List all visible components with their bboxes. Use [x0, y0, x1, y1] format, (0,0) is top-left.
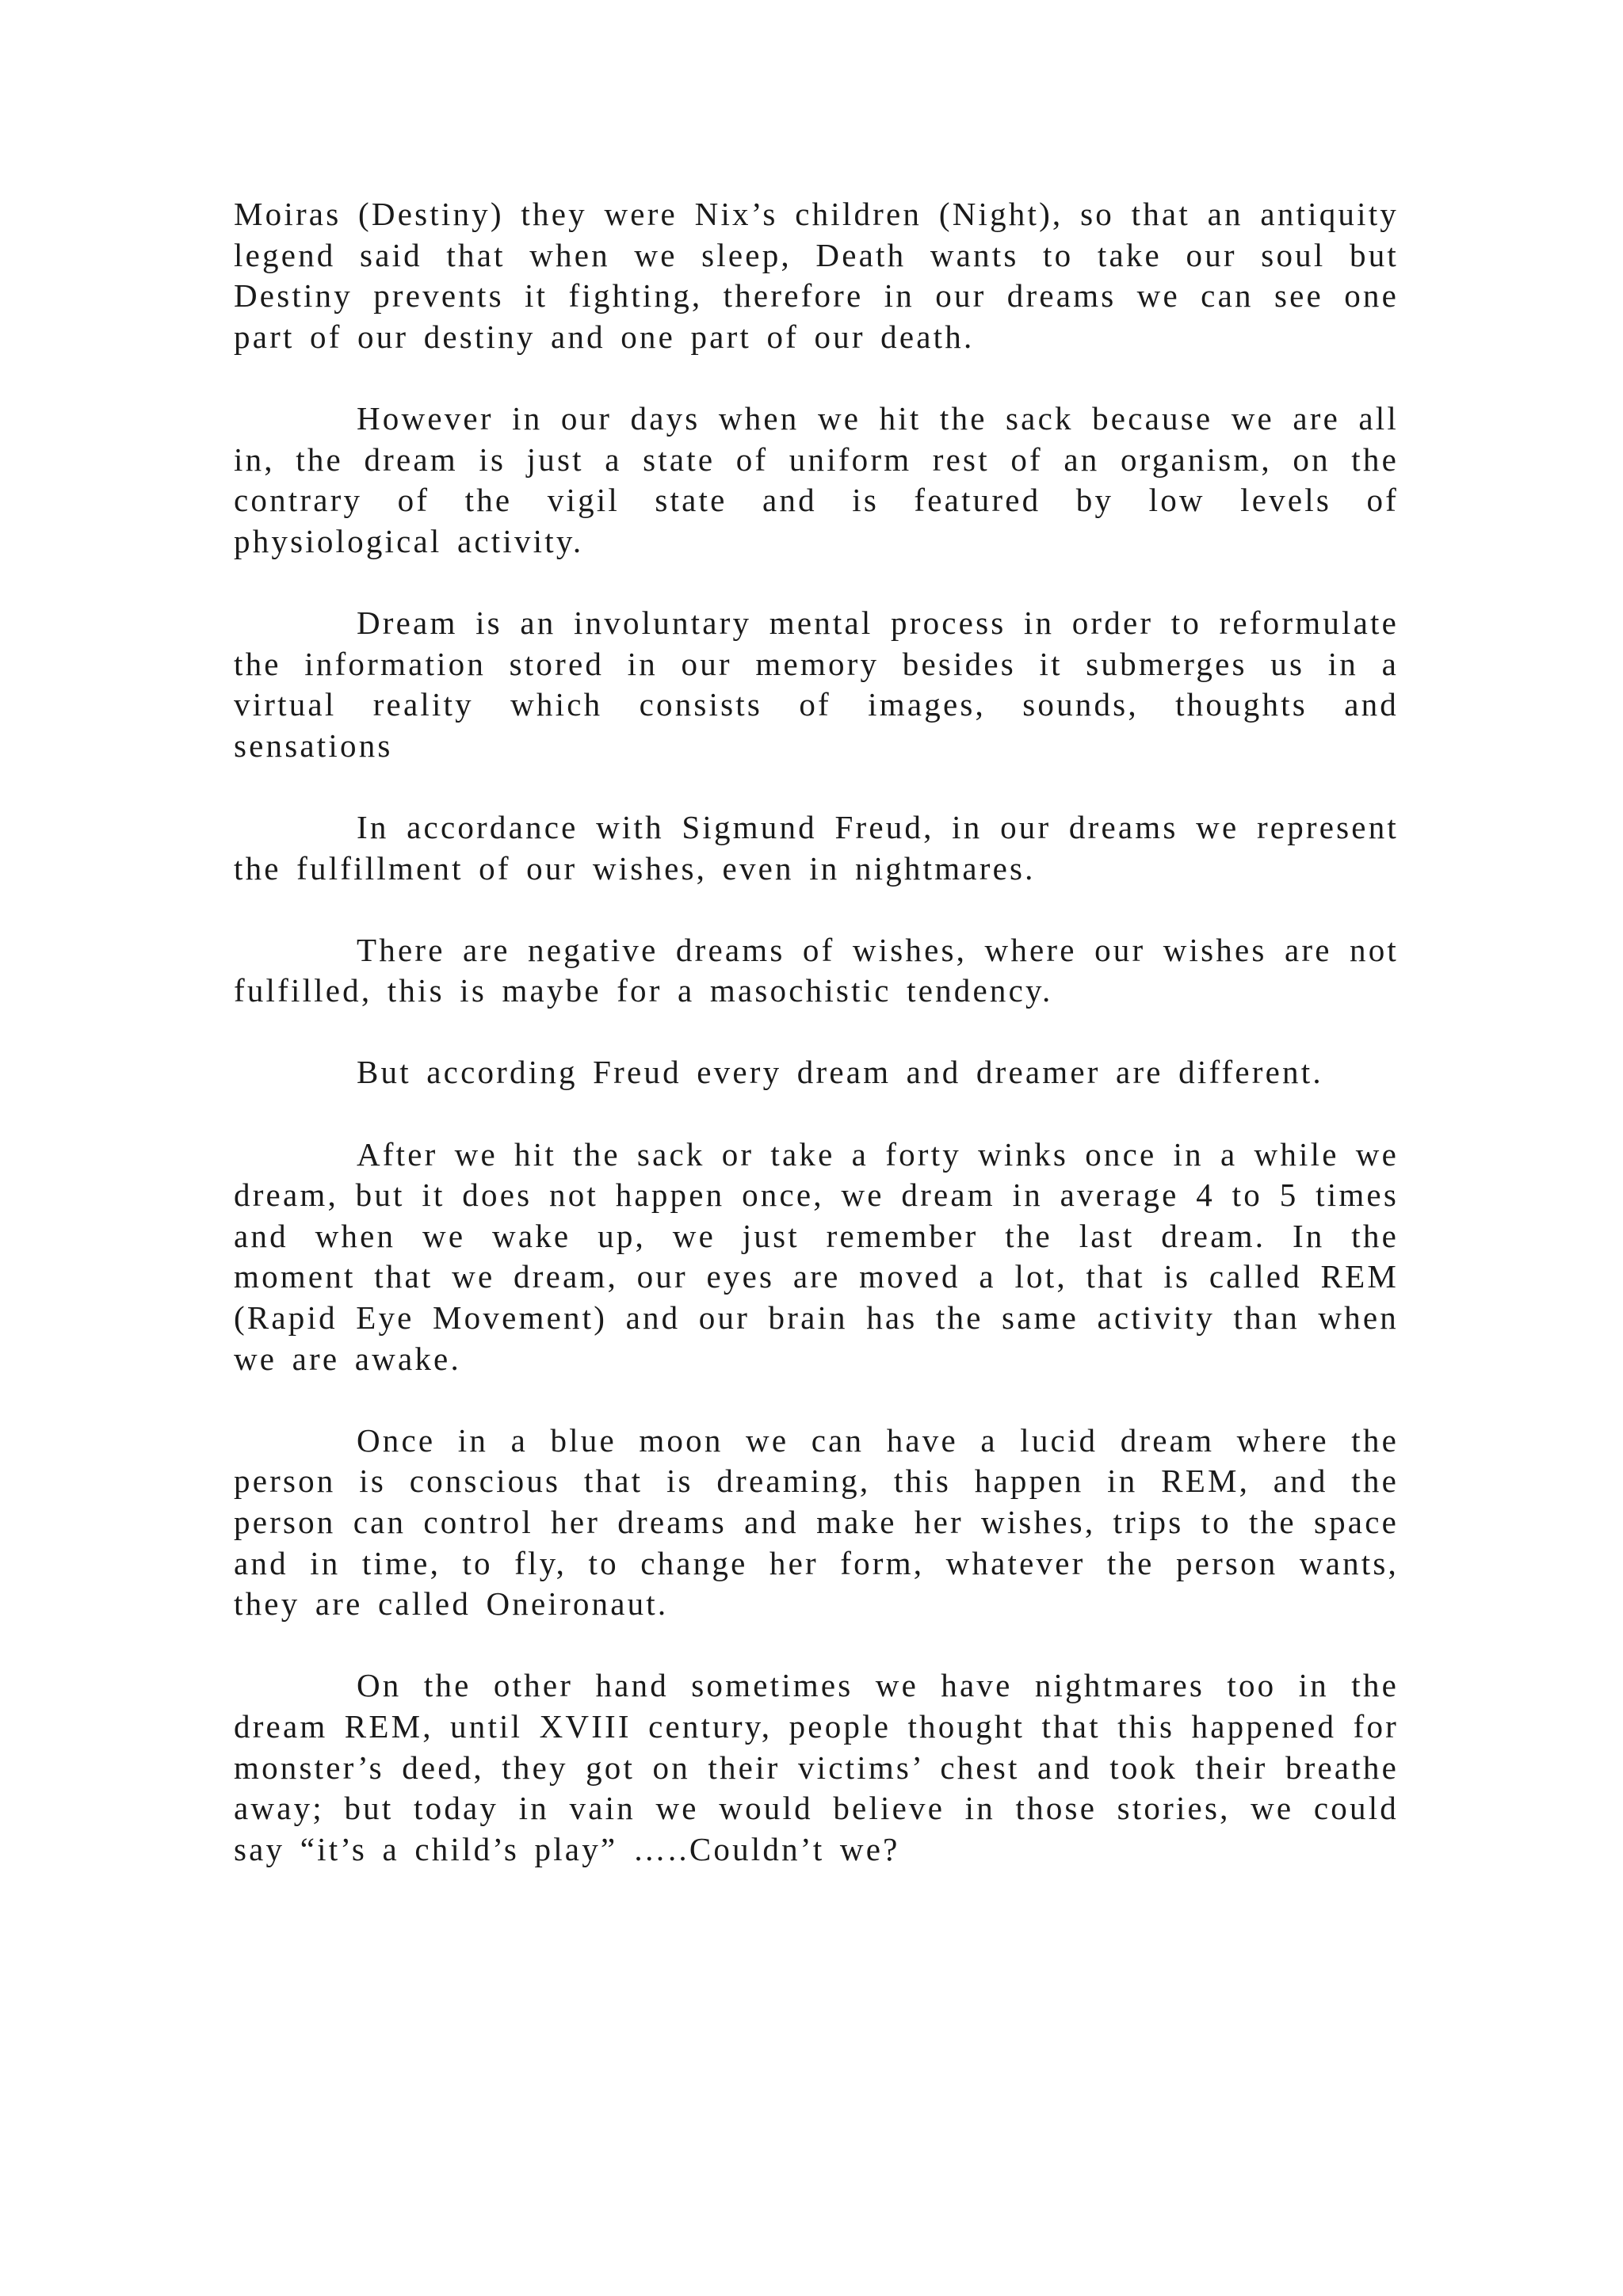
paragraph-3: Dream is an involuntary mental process in order to reformulate the information stored in our memory besides it submerges us in a virtual reality which consists of images, sounds, thoughts and sensations — [234, 604, 1399, 764]
paragraph-5: There are negative dreams of wishes, where our wishes are not fulfilled, this is maybe for a masochistic tendency. — [234, 931, 1399, 1009]
paragraph-8: Once in a blue moon we can have a lucid dream where the person is conscious that is dreaming, this happen in REM, and the person can control her dreams and make her wishes, trips to the space and in time, to fly, to change her form, whatever the person wants, they are called Oneironaut. — [234, 1421, 1399, 1623]
paragraph-9: On the other hand sometimes we have nightmares too in the dream REM, until XVIII century, people thought that this happened for monster’s deed, they got on their victims’ chest and took their breathe away; but today in vain we would believe in those stories, we could say “it’s a child’s play” …..Couldn’t we? — [234, 1667, 1399, 1867]
paragraph-2: However in our days when we hit the sack because we are all in, the dream is just a state of uniform rest of an organism, on the contrary of the vigil state and is featured by low levels of physiological activity. — [234, 399, 1399, 559]
paragraph-4: In accordance with Sigmund Freud, in our dreams we represent the fulfillment of our wishes, even in nightmares. — [234, 808, 1399, 887]
paragraph-6: But according Freud every dream and dreamer are different. — [357, 1054, 1323, 1091]
paragraph-1: Moiras (Destiny) they were Nix’s children (Night), so that an antiquity legend said that when we sleep, Death wants to take our soul but Destiny prevents it fighting, therefore in our dreams we can see one part of our destiny and one part of our death. — [234, 196, 1399, 355]
body-text — [234, 194, 1399, 1911]
paragraph-7: After we hit the sack or take a forty winks once in a while we dream, but it does not happen once, we dream in average 4 to 5 times and when we wake up, we just remember the last dream. In the moment that we dream, our eyes are moved a lot, that is called REM (Rapid Eye Movement) and our brain has the same activity than when we are awake. — [234, 1135, 1399, 1377]
